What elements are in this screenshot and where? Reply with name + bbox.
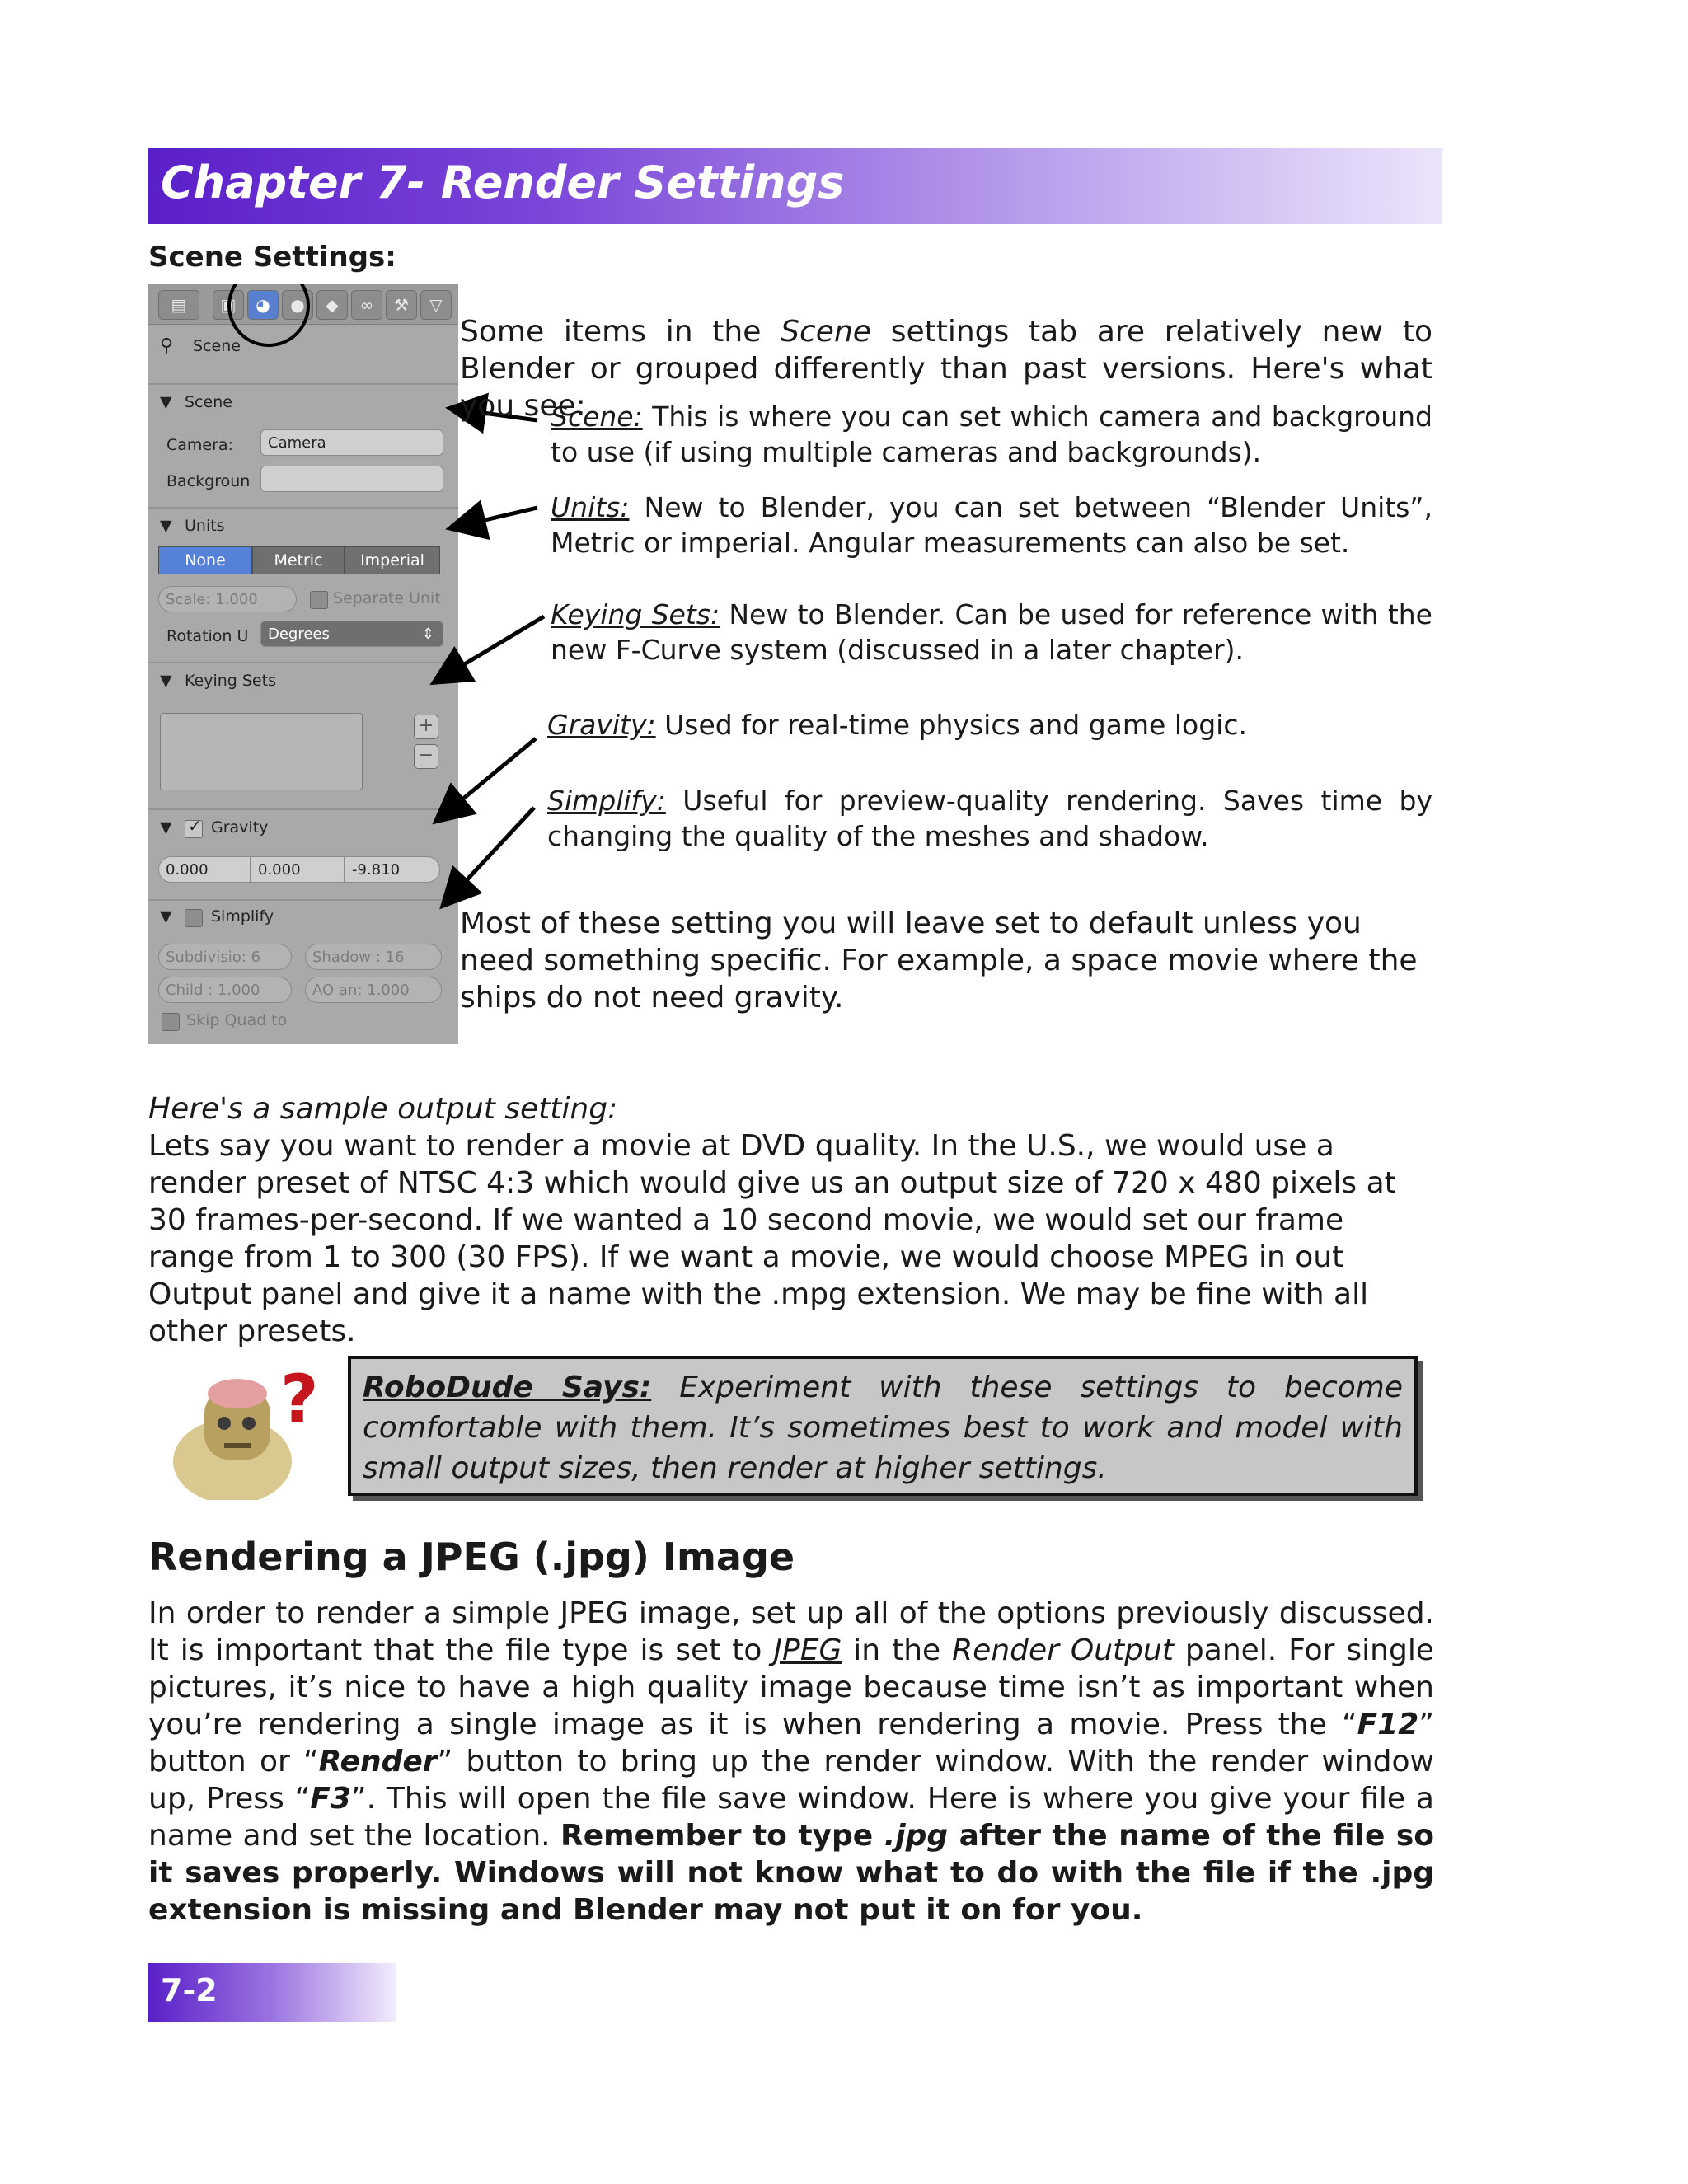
scene-settings-heading: Scene Settings: — [148, 241, 396, 274]
simplify-section-title[interactable]: Simplify — [211, 907, 274, 926]
intro-text: Some items in the — [460, 315, 781, 349]
constraints-tab-icon[interactable]: ∞ — [351, 290, 382, 320]
arrow-gravity — [438, 738, 536, 819]
callout-gravity — [547, 707, 1432, 743]
jpeg-text: in the — [842, 1633, 953, 1667]
page-number: 7-2 — [161, 1972, 218, 2008]
callout-text: New to Blender, you can set between “Blender Units”, Metric or imperial. Angular measurements can also be set. — [551, 491, 1432, 559]
callout-simplify — [547, 783, 1432, 854]
scene-tab-icon[interactable]: ◕ — [247, 290, 279, 320]
arrow-simplify — [445, 808, 534, 903]
callout-text: Used for real-time physics and game logic. — [655, 709, 1247, 741]
unit-scale-value: Scale: 1.000 — [166, 591, 258, 608]
jpeg-bold-text: after the name of the file so it saves properly. Windows will not know what to do with the file if the .jpg extension is missing and Blender may not put it on for you. — [148, 1819, 1435, 1927]
jpeg-text: panel. For single pictures, it’s nice to have a high quality image because time isn’t as important when you’re rendering a single image as it is when rendering a movie. Press the “ — [148, 1633, 1435, 1741]
arrow-units — [453, 508, 537, 527]
remove-keying-set-button[interactable]: − — [414, 744, 438, 769]
world-tab-icon[interactable]: ● — [282, 290, 313, 320]
sample-body: Lets say you want to render a movie at DVD quality. In the U.S., we would use a render preset of NTSC 4:3 which would give us an output size of 720 x 480 pixels at 30 frames-per-second. If we wanted a 10 second movie, we would set our frame range from 1 to 300 (30 FPS). If we want a movie, we would choose MPEG in out Output panel and give it a name with the .mpg extension. We may be fine with all other presets. — [148, 1129, 1396, 1348]
collapse-triangle-icon[interactable]: ▼ — [160, 517, 172, 535]
f3-key: F3 — [310, 1782, 351, 1816]
jpeg-term: JPEG — [773, 1633, 842, 1667]
units-none-button[interactable]: None — [158, 546, 252, 574]
callout-term: Gravity: — [547, 709, 656, 741]
breadcrumb-scene: Scene — [193, 337, 241, 355]
render-output-term: Render Output — [952, 1633, 1174, 1667]
robodude-label: RoboDude Says: — [363, 1371, 652, 1404]
callout-units — [551, 490, 1432, 560]
callout-text: Useful for preview-quality rendering. Saves time by changing the quality of the meshes and shadow. — [547, 785, 1432, 852]
callout-text: New to Blender. Can be used for reference with the new F-Curve system (discussed in a later chapter). — [551, 598, 1432, 666]
pin-icon[interactable]: ⚲ — [160, 335, 174, 356]
closing-paragraph: Most of these setting you will leave set to default unless you need something specific. For example, a space movie where the ships do not need gravity. — [460, 907, 1418, 1015]
gravity-x-value: 0.000 — [166, 861, 209, 879]
keying-sets-section-title[interactable]: Keying Sets — [185, 672, 276, 690]
editor-type-icon[interactable]: ▤ — [158, 290, 199, 320]
robodude-image — [157, 1364, 338, 1500]
collapse-triangle-icon[interactable]: ▼ — [160, 672, 172, 690]
render-tab-icon[interactable]: ▣ — [213, 290, 244, 320]
camera-value: Camera — [268, 434, 326, 452]
arrow-keying-sets — [437, 616, 544, 681]
robodude-text: Experiment with these settings to become comfortable with them. It’s sometimes best to work and model with small output sizes, then render at higher settings. — [363, 1371, 1404, 1485]
add-keying-set-button[interactable]: + — [414, 715, 438, 739]
jpg-extension: .jpg — [884, 1819, 949, 1853]
intro-scene-word: Scene — [781, 315, 871, 349]
collapse-triangle-icon[interactable]: ▼ — [160, 907, 172, 926]
simplify-child-value: Child : 1.000 — [166, 982, 260, 999]
dropdown-arrows-icon: ⇕ — [421, 626, 434, 643]
chapter-title: Chapter 7- Render Settings — [161, 157, 845, 209]
skip-quad-label: Skip Quad to — [186, 1011, 288, 1029]
callout-term: Scene: — [551, 401, 643, 433]
units-imperial-button[interactable]: Imperial — [345, 546, 440, 574]
units-section-title[interactable]: Units — [185, 517, 225, 535]
jpeg-bold-text: Remember to type — [560, 1819, 884, 1853]
jpeg-text: ” button or “ — [148, 1708, 1434, 1779]
object-tab-icon[interactable]: ◆ — [316, 290, 348, 320]
collapse-triangle-icon[interactable]: ▼ — [160, 818, 172, 837]
render-term: Render — [318, 1745, 438, 1779]
checkmark-icon: ✓ — [188, 816, 202, 836]
gravity-z-value: -9.810 — [352, 861, 401, 879]
callout-term: Keying Sets: — [551, 598, 720, 630]
robodude-tip-box — [348, 1356, 1418, 1496]
intro-text: settings tab are relatively new to Blender or grouped differently than past versions. Here's what you see: — [460, 315, 1432, 423]
background-label: Backgroun — [166, 472, 251, 490]
simplify-ao-value: AO an: 1.000 — [312, 982, 410, 999]
jpeg-section-heading: Rendering a JPEG (.jpg) Image — [148, 1535, 795, 1579]
callout-keying-sets — [551, 597, 1432, 668]
gravity-section-title[interactable]: Gravity — [211, 818, 269, 837]
collapse-triangle-icon[interactable]: ▼ — [160, 393, 172, 411]
gravity-y-value: 0.000 — [258, 861, 301, 879]
sample-heading: Here's a sample output setting: — [148, 1092, 618, 1126]
callout-term: Units: — [551, 491, 630, 523]
modifiers-tab-icon[interactable]: ⚒ — [386, 290, 417, 320]
simplify-shadow-value: Shadow : 16 — [312, 949, 405, 966]
data-tab-icon[interactable]: ▽ — [420, 290, 452, 320]
callout-text: This is where you can set which camera and background to use (if using multiple cameras and backgrounds). — [551, 401, 1432, 468]
jpeg-text: ” button to bring up the render window. With the render window up, Press “ — [148, 1745, 1435, 1816]
simplify-subdivision-value: Subdivisio: 6 — [166, 949, 260, 966]
jpeg-text: ”. This will open the file save window. Here is where you give your file a name and set the location. — [148, 1782, 1434, 1853]
scene-section-title[interactable]: Scene — [185, 393, 232, 411]
f12-key: F12 — [1357, 1708, 1419, 1741]
rotation-units-value: Degrees — [268, 626, 330, 643]
jpeg-text: In order to render a simple JPEG image, set up all of the options previously discussed. It is important that the file type is set to — [148, 1596, 1434, 1667]
callout-term: Simplify: — [547, 785, 666, 817]
camera-label: Camera: — [166, 436, 233, 454]
separate-units-label: Separate Unit — [333, 589, 441, 607]
units-metric-button[interactable]: Metric — [252, 546, 345, 574]
rotation-units-label: Rotation U — [166, 627, 249, 645]
svg-text:?: ? — [280, 1364, 319, 1437]
callout-scene — [551, 399, 1432, 470]
jpeg-paragraph — [148, 1595, 1434, 1929]
